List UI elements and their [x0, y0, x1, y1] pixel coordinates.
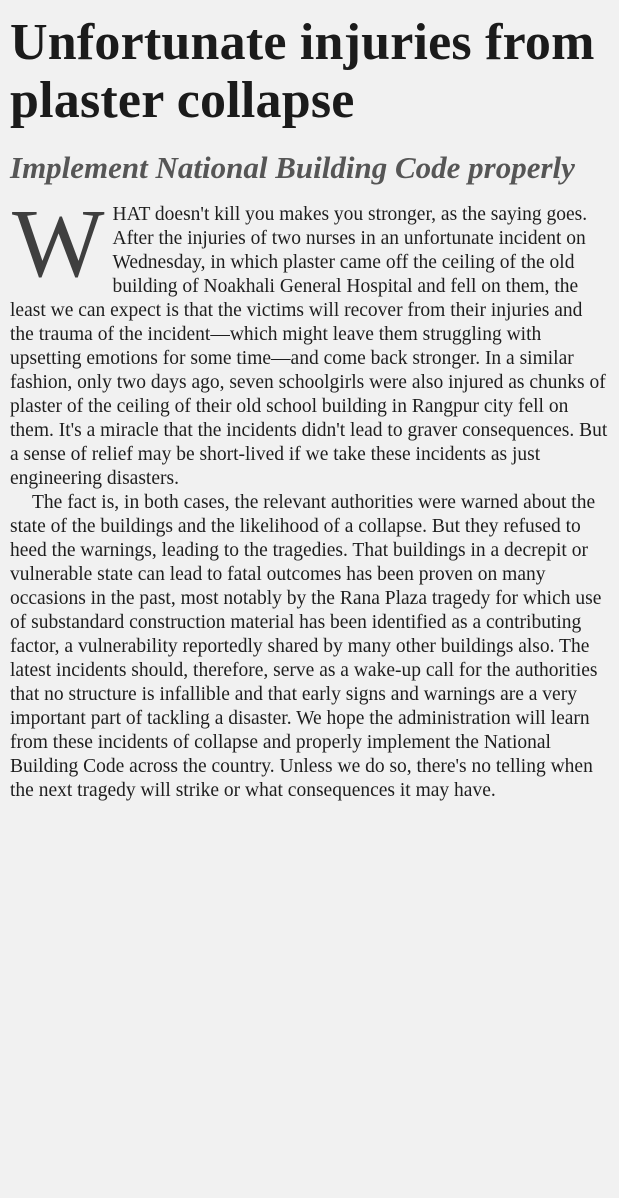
article-body [10, 190, 609, 803]
headline: Unfortunate injuries from plaster collapse [10, 14, 595, 129]
subheadline: Implement National Building Code properly [10, 150, 575, 185]
drop-cap: W [12, 190, 105, 298]
paragraph-2: The fact is, in both cases, the relevant authorities were warned about the state of the buildings and the likelihood of a collapse. But they refused to heed the warnings, leading to the tragedies. That buildings in a decrepit or vulnerable state can lead to fatal outcomes has been proven on many occasions in the past, most notably by the Rana Plaza tragedy for which use of substandard construction material has been identified as a contributing factor, a vulnerability reportedly shared by many other buildings also. The latest incidents should, therefore, serve as a wake-up call for the authorities that no structure is infallible and that early signs and warnings are a very important part of tackling a disaster. We hope the administration will learn from these incidents of collapse and properly implement the National Building Code across the country. Unless we do so, there's no telling when the next tragedy will strike or what consequences it may have. [10, 492, 602, 801]
paragraph-1 [10, 190, 609, 491]
paragraph-1-text: HAT doesn't kill you makes you stronger, as the saying goes. After the injuries of two nurses in an unfortunate incident on Wednesday, in which plaster came off the ceiling of the old building of Noakhali General Hospital and fell on them, the least we can expect is that the victims will recover from their injuries and the trauma of the incident—which might leave them struggling with upsetting emotions for some time—and come back stronger. In a similar fashion, only two days ago, seven schoolgirls were also injured as chunks of plaster of the ceiling of their old school building in Rangpur city fell on them. It's a miracle that the incidents didn't lead to graver consequences. But a sense of relief may be short-lived if we take these incidents as just engineering disasters. [10, 204, 608, 489]
